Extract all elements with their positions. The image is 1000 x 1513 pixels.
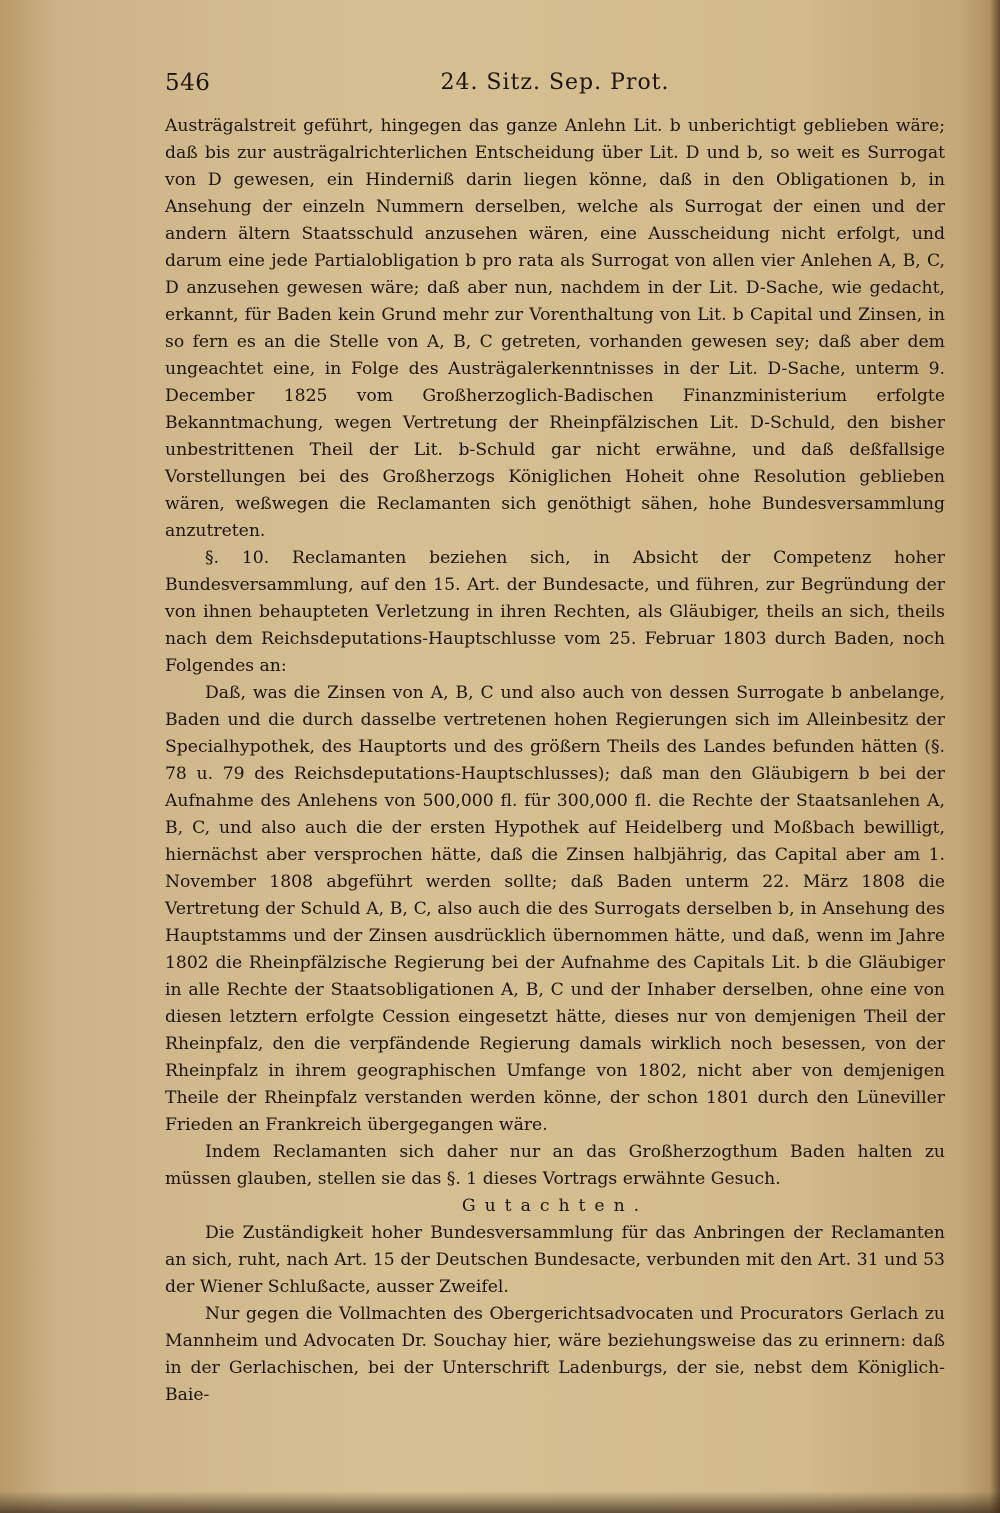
- paragraph-request: Indem Reclamanten sich daher nur an das Großherzogthum Baden halten zu müssen glauben, stellen sie das §. 1 dieses Vortrags erwähnte Gesuch.: [165, 1142, 945, 1189]
- running-head: 24. Sitz. Sep. Prot.: [440, 70, 670, 95]
- section-heading-gutachten: Gutachten.: [461, 1196, 649, 1216]
- body-text: [165, 113, 945, 1409]
- paragraph-continuation: Austrägalstreit geführt, hingegen das ganze Anlehn Lit. b unberichtigt geblieben wäre; daß bis zur austrägalrichterlichen Entscheidung über Lit. D und b, so weit es Surrogat von D gewesen, ein Hinderniß darin liegen könne, daß in den Obligationen b, in Ansehung der einzeln Nummern derselben, welche als Surrogat der einen und der andern ältern Staatsschuld anzusehen wären, eine Ausscheidung nicht erfolgt, und darum eine jede Partialobligation b pro rata als Surrogat von allen vier Anlehen A, B, C, D anzusehen gewesen wäre; daß aber nun, nachdem in der Lit. D-Sache, wie gedacht, erkannt, für Baden kein Grund mehr zur Vorenthaltung von Lit. b Capital und Zinsen, in so fern es an die Stelle von A, B, C getreten, vorhanden gewesen sey; daß aber dem ungeachtet eine, in Folge des Austrägalerkenntnisses in der Lit. D-Sache, unterm 9. December 1825 vom Großherzoglich-Badischen Finanzministerium erfolgte Bekanntmachung, wegen Vertretung der Rheinpfälzischen Lit. D-Schuld, den bisher unbestrittenen Theil der Lit. b-Schuld gar nicht erwähne, und daß deßfallsige Vorstellungen bei des Großherzogs Königlichen Hoheit ohne Resolution geblieben wären, weßwegen die Reclamanten sich genöthigt sähen, hohe Bundesversammlung anzutreten.: [165, 116, 945, 541]
- page-edge-shadow: [990, 0, 1000, 1513]
- page-header: [165, 66, 945, 106]
- paragraph-section-10: §. 10. Reclamanten beziehen sich, in Absicht der Competenz hoher Bundesversammlung, auf den 15. Art. der Bundesacte, und führen, zur Begründung der von ihnen behaupteten Verletzung in ihren Rechten, als Gläubiger, theils an sich, theils nach dem Reichsdeputations-Hauptschlusse vom 25. Februar 1803 durch Baden, noch Folgendes an:: [165, 548, 945, 676]
- page-number: 546: [165, 70, 211, 96]
- paragraph-powers-of-attorney: Nur gegen die Vollmachten des Obergerichtsadvocaten und Procurators Gerlach zu Mannheim und Advocaten Dr. Souchay hier, wäre beziehungsweise das zu erinnern: daß in der Gerlachischen, bei der Unterschrift Ladenburgs, der sie, nebst dem Königlich-Baie-: [165, 1304, 945, 1405]
- page-bottom-shadow: [0, 1491, 1000, 1513]
- paragraph-claims: Daß, was die Zinsen von A, B, C und also auch von dessen Surrogate b anbelange, Baden und die durch dasselbe vertretenen hohen Regierungen sich im Alleinbesitz der Specialhypothek, des Hauptorts und des größern Theils des Landes befunden hätten (§. 78 u. 79 des Reichsdeputations-Hauptschlusses); daß man den Gläubigern b bei der Aufnahme des Anlehens von 500,000 fl. für 300,000 fl. die Rechte der Staatsanlehen A, B, C, und also auch die der ersten Hypothek auf Heidelberg und Moßbach bewilligt, hiernächst aber versprochen hätte, daß die Zinsen halbjährig, das Capital aber am 1. November 1808 abgeführt werden sollte; daß Baden unterm 22. März 1808 die Vertretung der Schuld A, B, C, also auch die des Surrogats derselben b, in Ansehung des Hauptstamms und der Zinsen ausdrücklich übernommen hätte, und daß, wenn im Jahre 1802 die Rheinpfälzische Regierung bei der Aufnahme des Capitals Lit. b die Gläubiger in alle Rechte der Staatsobligationen A, B, C und der Inhaber derselben, ohne eine von diesen letztern erfolgte Cession eingesetzt hätte, dieses nur von demjenigen Theil der Rheinpfalz, den die verpfändende Regierung damals wirklich noch besessen, von der Rheinpfalz in ihrem geographischen Umfange von 1802, nicht aber von demjenigen Theile der Rheinpfalz verstanden werden könne, der schon 1801 durch den Lüneviller Frieden an Frankreich übergegangen wäre.: [165, 683, 945, 1135]
- paragraph-competence: Die Zuständigkeit hoher Bundesversammlung für das Anbringen der Reclamanten an sich, ruht, nach Art. 15 der Deutschen Bundesacte, verbunden mit den Art. 31 und 53 der Wiener Schlußacte, ausser Zweifel.: [165, 1223, 945, 1297]
